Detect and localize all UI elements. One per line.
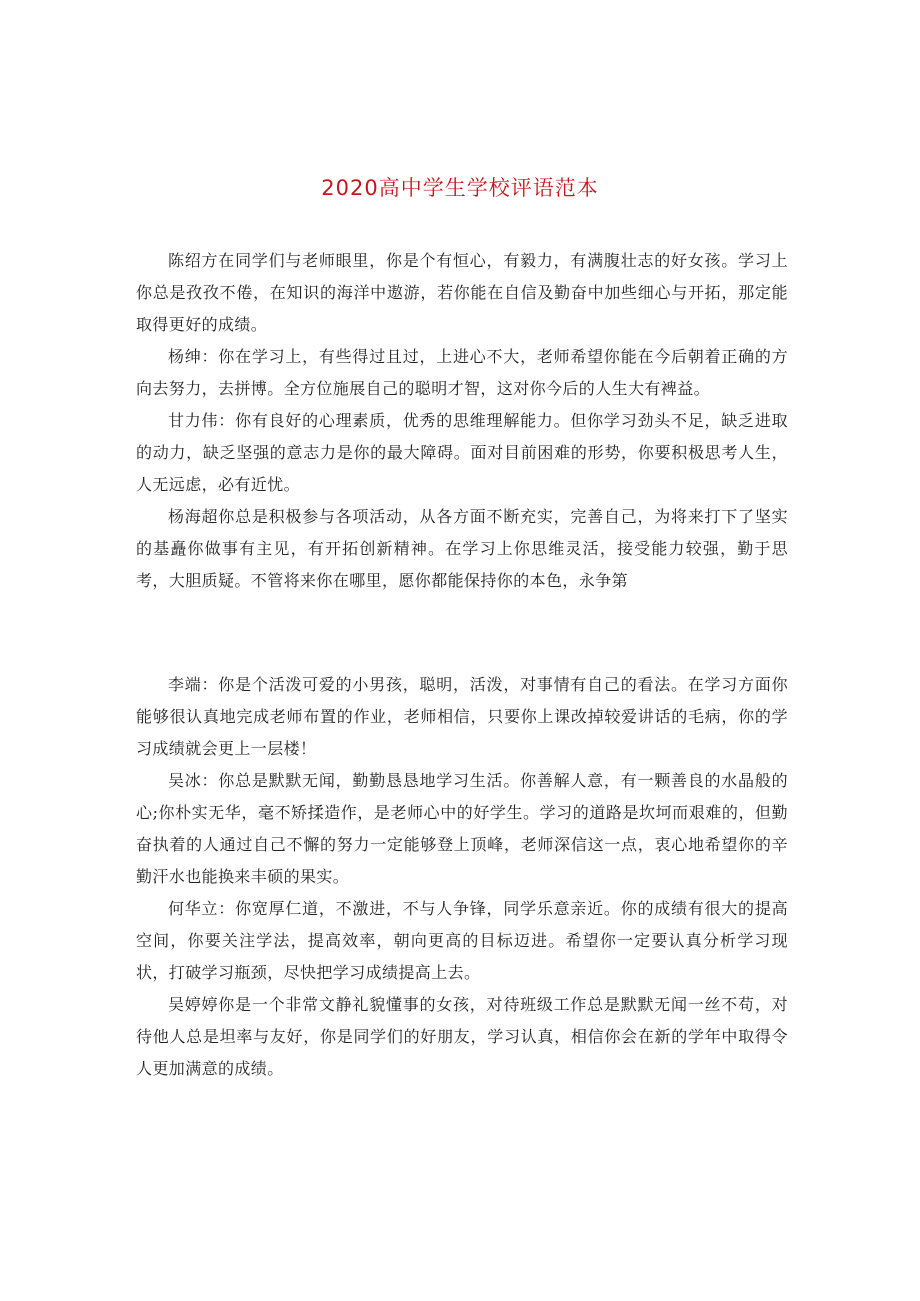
comment-paragraph: 李端：你是个活泼可爱的小男孩，聪明，活泼，对事情有自己的看法。在学习方面你能够很认真地完成老师布置的作业，老师相信，只要你上课改掉较爱讲话的毛病，你的学习成绩就会更上一层楼！ [136,675,788,758]
comment-paragraph: 吴婷婷你是一个非常文静礼貌懂事的女孩，对待班级工作总是默默无闻一丝不苟，对待他人总是坦率与友好，你是同学们的好朋友，学习认真，相信你会在新的学年中取得令人更加满意的成绩。 [136,995,788,1078]
comment-paragraph: 甘力伟：你有良好的心理素质，优秀的思维理解能力。但你学习劲头不足，缺乏进取的动力，缺乏坚强的意志力是你的最大障碍。面对目前困难的形势，你要积极思考人生，人无远虑，必有近忧。 [136,411,788,494]
comment-paragraph: 何华立：你宽厚仁道，不激进，不与人争锋，同学乐意亲近。你的成绩有很大的提高空间，你要关注学法，提高效率，朝向更高的目标迈进。希望你一定要认真分析学习现状，打破学习瓶颈，尽快把学习成绩提高上去。 [136,899,788,982]
comment-paragraph: 陈绍方在同学们与老师眼里，你是个有恒心，有毅力，有满腹壮志的好女孩。学习上你总是孜孜不倦，在知识的海洋中遨游，若你能在自信及勤奋中加些细心与开拓，那定能取得更好的成绩。 [136,251,788,334]
page-title: 2020高中学生学校评语范本 [321,176,599,200]
comment-paragraph: 吴冰：你总是默默无闻，勤勤恳恳地学习生活。你善解人意，有一颗善良的水晶般的心;你朴实无华，毫不矫揉造作，是老师心中的好学生。学习的道路是坎坷而艰难的，但勤奋执着的人通过自己不懈的努力一定能够登上顶峰，老师深信这一点，衷心地希望你的辛勤汗水也能换来丰硕的果实。 [136,771,788,886]
comments-section-1 [136,245,788,597]
comment-paragraph: 杨绅：你在学习上，有些得过且过，上进心不大，老师希望你能在今后朝着正确的方向去努力，去拼博。全方位施展自己的聪明才智，这对你今后的人生大有裨益。 [136,347,788,398]
comment-paragraph: 杨海超你总是积极参与各项活动，从各方面不断充实，完善自己，为将来打下了坚实的基矗你做事有主见，有开拓创新精神。在学习上你思维灵活，接受能力较强，勤于思考，大胆质疑。不管将来你在哪里，愿你都能保持你的本色，永争第 [136,507,788,590]
comments-section-2 [136,669,788,1085]
